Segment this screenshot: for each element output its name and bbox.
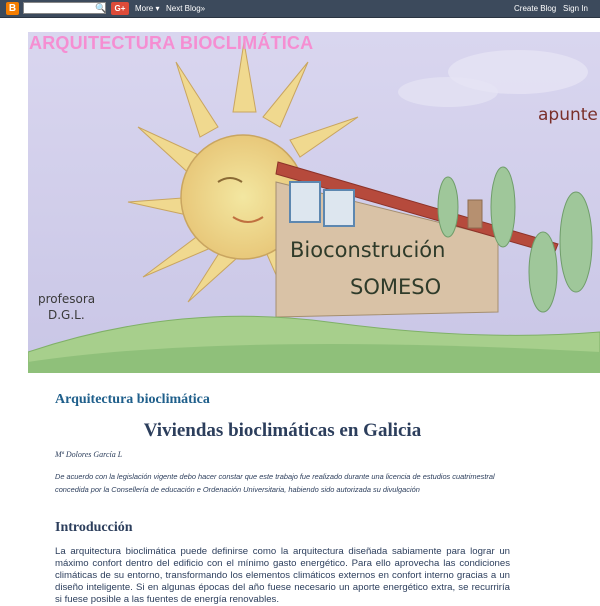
intro-paragraph: La arquitectura bioclimática puede definirse como la arquitectura diseñada sabiamente para lograr un máximo confort dentro del edificio con el mínimo gasto energético. Para ello aprovecha las condiciones climáticas de su entorno, transformando los elementos climáticos externos en confort interno gracias a un diseño inteligente. Si en algunas épocas del año fuese necesario un aporte energético extra, se recurriría si fuese posible a las fuentes de energía renovables. bbox=[55, 546, 510, 605]
banner-text-bioconstrucion: Bioconstrución bbox=[290, 238, 446, 262]
banner-illustration bbox=[28, 32, 600, 373]
banner-text-initials: D.G.L. bbox=[48, 308, 85, 322]
blogger-navbar bbox=[0, 0, 600, 18]
section-heading-introduccion: Introducción bbox=[55, 520, 133, 535]
search-input[interactable] bbox=[23, 2, 106, 14]
search-icon[interactable]: 🔍 bbox=[95, 3, 107, 13]
more-menu-button[interactable]: More ▾ bbox=[135, 4, 160, 13]
banner-text-someso: SOMESO bbox=[350, 275, 442, 299]
post-title[interactable]: Arquitectura bioclimática bbox=[55, 392, 210, 407]
banner-text-apuntes: apunte bbox=[538, 105, 598, 125]
blog-title-link[interactable]: ARQUITECTURA BIOCLIMÁTICA bbox=[29, 33, 314, 53]
header-banner-image bbox=[28, 32, 600, 373]
post-author: Mª Dolores García L bbox=[55, 450, 123, 459]
post-disclaimer: De acuerdo con la legislación vigente debo hacer constar que este trabajo fue realizado durante una licencia de estudios cuatrimestral concedida por la Consellería de educación e Ordenación Universitaria, habiendo sido autorizada su divulgación bbox=[55, 472, 495, 494]
post-main-heading: Viviendas bioclimáticas en Galicia bbox=[143, 420, 422, 441]
banner-text-profesora: profesora bbox=[38, 292, 96, 306]
google-plus-button[interactable]: G+ bbox=[111, 2, 129, 15]
blogger-logo-icon[interactable]: B bbox=[6, 2, 19, 15]
create-blog-link[interactable]: Create Blog bbox=[514, 4, 557, 13]
sign-in-link[interactable]: Sign In bbox=[563, 4, 588, 13]
next-blog-link[interactable]: Next Blog» bbox=[166, 4, 206, 13]
